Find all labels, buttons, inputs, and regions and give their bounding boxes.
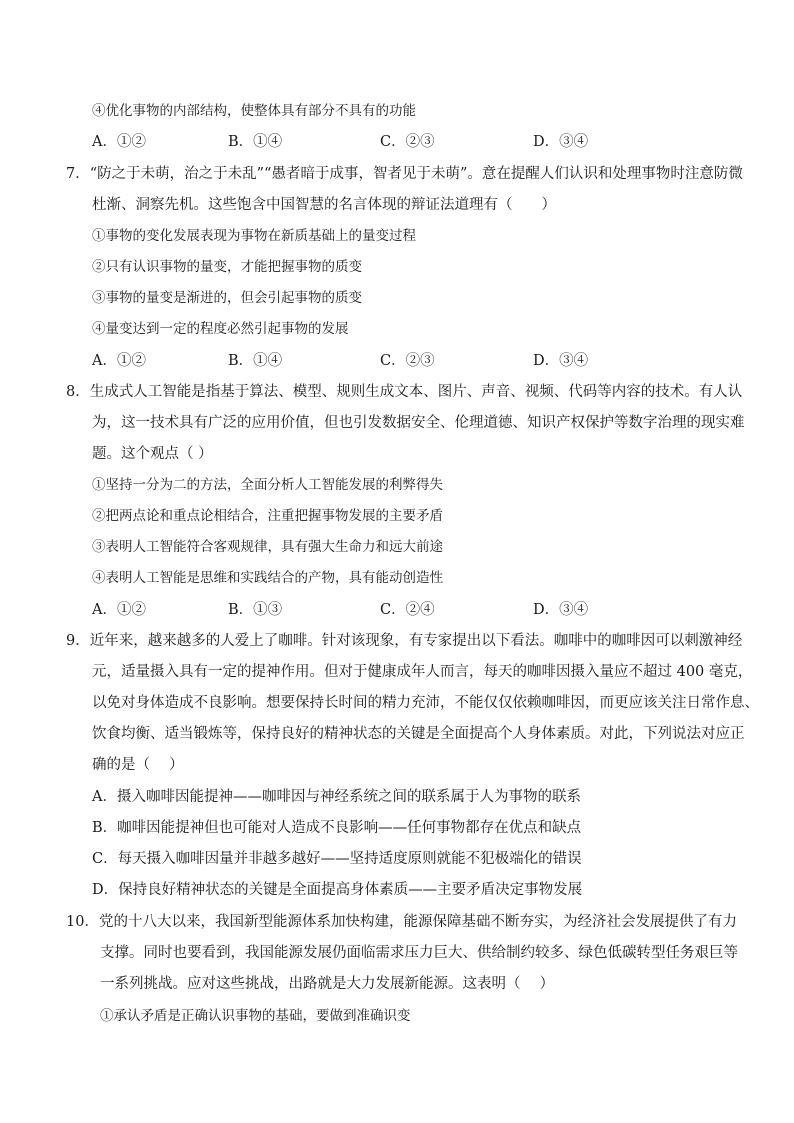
q7-item-3: ③事物的量变是渐进的，但会引起事物的质变 bbox=[92, 290, 362, 306]
q8-item-3: ③表明人工智能符合客观规律，具有强大生命力和远大前途 bbox=[92, 539, 443, 555]
q8-stem-line-2: 为，这一技术具有广泛的应用价值，但也引发数据安全、伦理道德、知识产权保护等数字治理的现实难 bbox=[92, 415, 745, 431]
q8-option-d: D．③④ bbox=[533, 602, 589, 618]
q9-stem-line-3: 以免对身体造成不良影响。想要保持长时间的精力充沛，不能仅仅依赖咖啡因，而更应该关注日常作息、 bbox=[92, 695, 759, 711]
q10-stem-line-3: 一系列挑战。应对这些挑战，出路就是大力发展新能源。这表明（ ） bbox=[100, 976, 555, 992]
q8-item-2: ②把两点论和重点论相结合，注重把握事物发展的主要矛盾 bbox=[92, 508, 443, 524]
q6-option-d: D．③④ bbox=[533, 134, 589, 150]
q6-option-a: A．①② bbox=[92, 134, 146, 150]
q7-option-d: D．③④ bbox=[533, 353, 589, 369]
q9-option-a: A．摄入咖啡因能提神——咖啡因与神经系统之间的联系属于人为事物的联系 bbox=[92, 789, 581, 805]
q9-stem-line-5: 确的是（ ） bbox=[92, 757, 184, 773]
q9-stem-line-4: 饮食均衡、适当锻炼等，保持良好的精神状态的关键是全面提高个人身体素质。对此，下列说法对应正 bbox=[92, 726, 745, 742]
q7-stem-line-2: 杜渐、洞察先机。这些饱含中国智慧的名言体现的辩证法道理有（ ） bbox=[92, 197, 556, 213]
q7-stem-line-1: 7．“防之于未萌，治之于未乱”“愚者暗于成事，智者见于未萌”。意在提醒人们认识和处理事物时注意防微 bbox=[66, 166, 743, 182]
q9-option-d: D．保持良好精神状态的关键是全面提高身体素质——主要矛盾决定事物发展 bbox=[92, 882, 583, 898]
q7-item-2: ②只有认识事物的量变，才能把握事物的质变 bbox=[92, 259, 362, 275]
q7-item-1: ①事物的变化发展表现为事物在新质基础上的量变过程 bbox=[92, 228, 416, 244]
q7-item-4: ④量变达到一定的程度必然引起事物的发展 bbox=[92, 321, 349, 337]
q8-stem-line-3: 题。这个观点（ ） bbox=[92, 446, 213, 462]
q7-option-b: B．①④ bbox=[228, 353, 283, 369]
q7-option-c: C．②③ bbox=[380, 353, 435, 369]
q9-option-b: B．咖啡因能提神但也可能对人造成不良影响——任何事物都存在优点和缺点 bbox=[92, 820, 582, 836]
q8-item-4: ④表明人工智能是思维和实践结合的产物，具有能动创造性 bbox=[92, 570, 443, 586]
q8-option-a: A．①② bbox=[92, 602, 146, 618]
q10-stem-line-2: 支撑。同时也要看到，我国能源发展仍面临需求压力巨大、供给制约较多、绿色低碳转型任务艰巨等 bbox=[100, 945, 738, 961]
q9-stem-line-2: 元，适量摄入具有一定的提神作用。但对于健康成年人而言，每天的咖啡因摄入量应不超过 400 毫克， bbox=[92, 664, 753, 680]
q9-option-c: C．每天摄入咖啡因量并非越多越好——坚持适度原则就能不犯极端化的错误 bbox=[92, 851, 582, 867]
q6-item-4: ④优化事物的内部结构，使整体具有部分不具有的功能 bbox=[92, 103, 416, 119]
q6-option-b: B．①④ bbox=[228, 134, 283, 150]
q8-item-1: ①坚持一分为二的方法，全面分析人工智能发展的利弊得失 bbox=[92, 477, 443, 493]
q9-stem-line-1: 9．近年来，越来越多的人爱上了咖啡。针对该现象，有专家提出以下看法。咖啡中的咖啡因可以刺激神经 bbox=[66, 633, 743, 649]
q8-stem-line-1: 8．生成式人工智能是指基于算法、模型、规则生成文本、图片、声音、视频、代码等内容的技术。有人认 bbox=[66, 384, 743, 400]
q8-option-b: B．①③ bbox=[228, 602, 283, 618]
q10-item-1: ①承认矛盾是正确认识事物的基础，要做到准确识变 bbox=[100, 1008, 411, 1024]
q10-stem-line-1: 10．党的十八大以来，我国新型能源体系加快构建，能源保障基础不断夯实，为经济社会发展提供了有力 bbox=[66, 914, 737, 930]
q6-option-c: C．②③ bbox=[380, 134, 435, 150]
q7-option-a: A．①② bbox=[92, 353, 146, 369]
q8-option-c: C．②④ bbox=[380, 602, 435, 618]
